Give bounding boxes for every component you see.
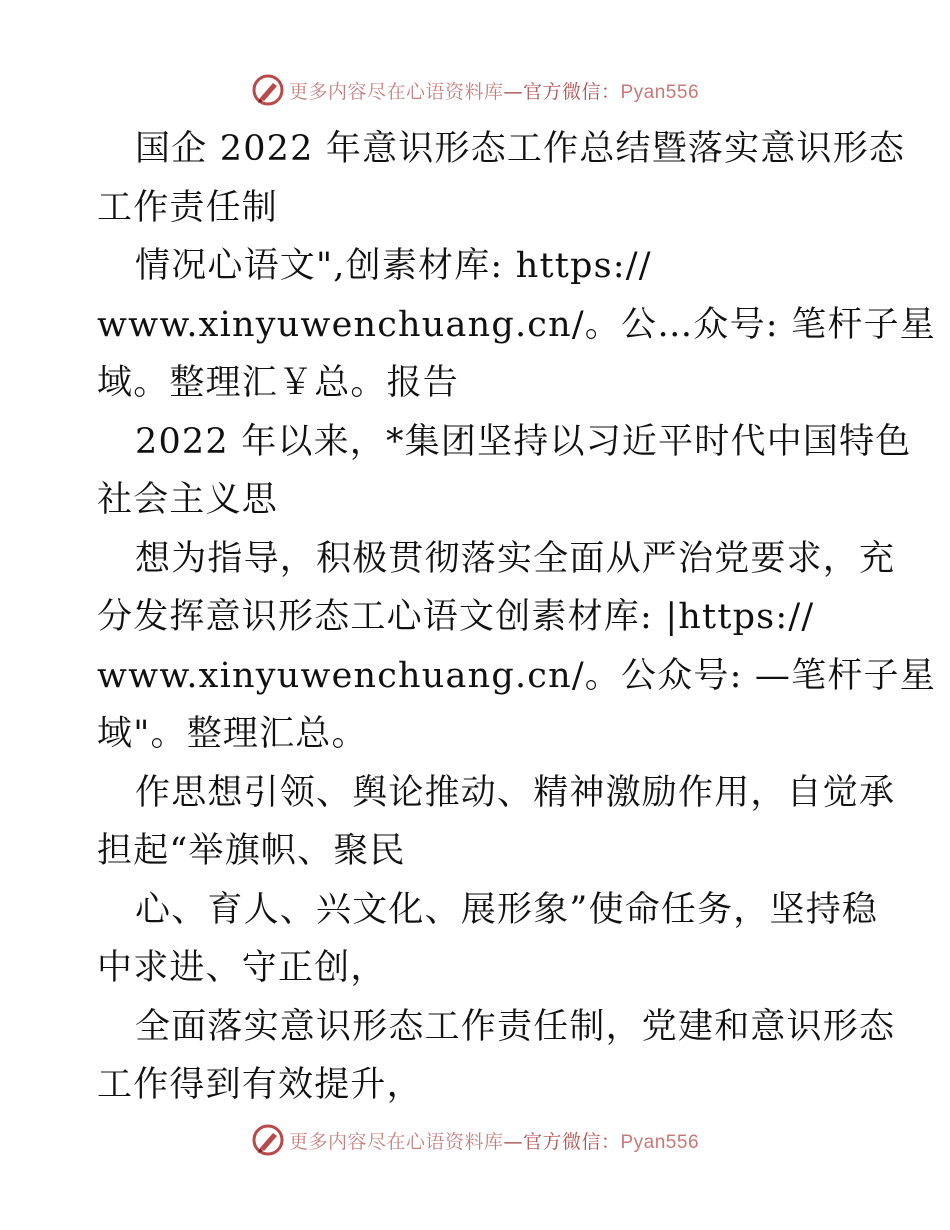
body-text-line: 工作得到有效提升， [97,1065,423,1105]
pen-circle-logo-icon [251,1123,285,1157]
body-text-line: 心、育人、兴文化、展形象”使命任务，坚持稳 [135,889,879,930]
body-text-line: 想为指导，积极贯彻落实全面从严治党要求，充 [135,538,896,579]
watermark-text: 更多内容尽在心语资料库—官方微信：Pyan556 [288,1130,700,1153]
body-text-line: 2022 年以来，*集团坚持以习近平时代中国特色 [135,421,912,462]
watermark-footer [0,1120,950,1160]
body-text-line: www.xinyuwenchuang.cn/。公…众号: 笔杆子星 [97,304,936,345]
body-text-line: 社会主义思 [97,480,279,520]
watermark-header [0,70,950,110]
body-text-line: 中求进、守正创， [97,948,387,988]
document-body [97,120,936,1115]
body-text-line: www.xinyuwenchuang.cn/。公众号: —笔杆子星 [97,655,936,696]
pen-circle-logo-icon [251,73,285,107]
watermark-text: 更多内容尽在心语资料库—官方微信：Pyan556 [288,80,700,103]
body-text-line: 工作责任制 [97,187,279,228]
body-text-line: 国企 2022 年意识形态工作总结暨落实意识形态 [135,129,906,169]
body-text-line: 全面落实意识形态工作责任制，党建和意识形态 [135,1006,896,1047]
body-text-line: 分发挥意识形态工心语文创素材库: |https:// [97,597,815,637]
body-text-line: 担起“举旗帜、聚民 [97,831,406,871]
body-text-line: 域。整理汇￥总。报告 [97,363,460,403]
body-text-line: 作思想引领、舆论推动、精神激励作用，自觉承 [135,772,896,813]
body-text-line: 域"。整理汇总。 [97,714,368,754]
body-text-line: 情况心语文",创素材库: https:// [135,246,652,286]
